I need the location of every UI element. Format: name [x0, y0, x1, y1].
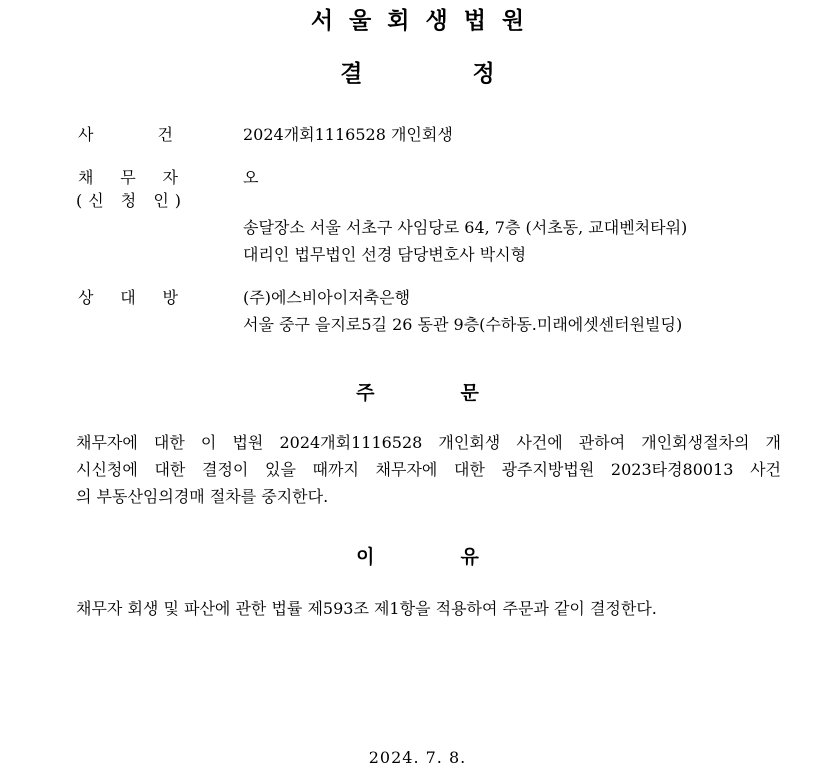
label-char: 대 [120, 288, 136, 307]
decision-date: 2024. 7. 8. [368, 748, 467, 767]
debtor-agent: 대리인 법무법인 선경 담당변호사 박시형 [243, 245, 527, 264]
label-char: 무 [120, 168, 136, 187]
label-char: 방 [162, 288, 178, 307]
case-label [78, 122, 173, 145]
counterparty-address-value: 서울 중구 을지로5길 26 동관 9층(수하동.미래에셋센터원빌딩) [243, 315, 683, 334]
counterparty-label [78, 285, 178, 308]
applicant-sub-label: (신 청 인) [76, 191, 188, 210]
label-char: 건 [157, 125, 173, 144]
label-char: 채 [78, 168, 94, 187]
order-line: 시신청에 대한 결정이 있을 때까지 채무자에 대한 광주지방법원 2023타경80013 사건 [76, 460, 781, 479]
label-char: 상 [78, 288, 94, 307]
label-char: 사 [78, 125, 94, 144]
court-name-title: 서울회생법원 [310, 8, 541, 34]
order-heading: 주문 [356, 382, 565, 404]
order-line: 의 부동산임의경매 절차를 중지한다. [76, 487, 329, 506]
reason-line: 채무자 회생 및 파산에 관한 법률 제593조 제1항을 적용하여 주문과 같이 결정한다. [76, 599, 657, 618]
counterparty-name-value: (주)에스비아이저축은행 [243, 288, 411, 307]
document-type-title: 결정 [340, 61, 605, 87]
order-line: 채무자에 대한 이 법원 2024개회1116528 개인회생 사건에 관하여 개인회생절차의 개 [76, 433, 781, 452]
reason-heading: 이유 [356, 546, 565, 568]
case-number-value: 2024개회1116528 개인회생 [243, 125, 453, 144]
debtor-label [78, 165, 178, 188]
debtor-service-address: 송달장소 서울 서초구 사임당로 64, 7층 (서초동, 교대벤처타워) [243, 218, 688, 237]
debtor-name-value: 오 [243, 168, 259, 187]
label-char: 자 [162, 168, 178, 187]
